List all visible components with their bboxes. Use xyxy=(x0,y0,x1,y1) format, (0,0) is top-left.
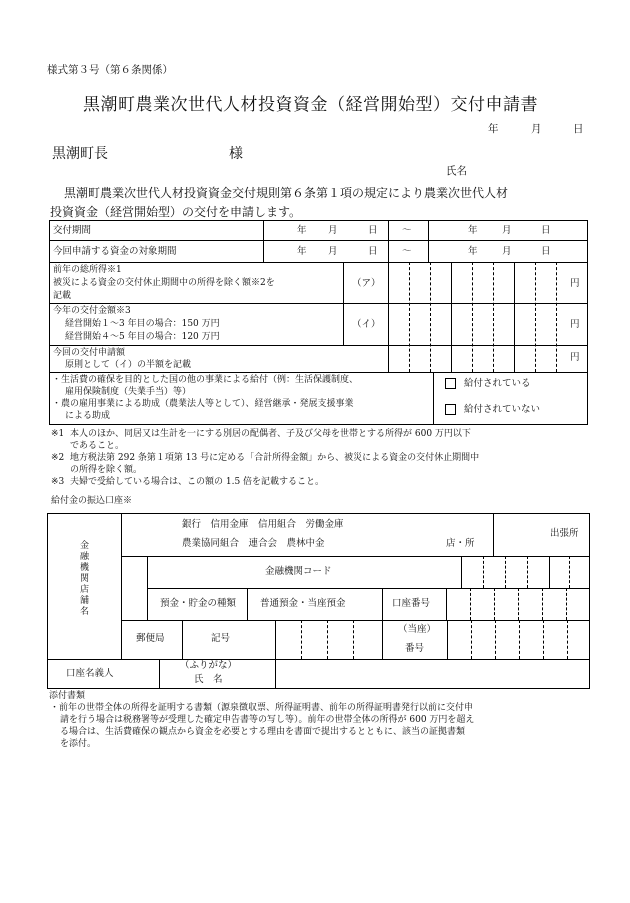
sub-branch-label: 出張所 xyxy=(550,528,579,539)
note2-text: 地方税法第 292 条第１項第 13 号に定める「合計所得金額」から、被災による資金の交付休止期間中 xyxy=(70,453,480,463)
prev-income-sub2: 記載 xyxy=(53,291,72,301)
row-label-period: 交付期間 xyxy=(53,225,92,236)
checkbox-icon[interactable] xyxy=(445,378,456,389)
body-text-line1: 黒潮町農業次世代人材投資資金交付規則第６条第１項の規定により農業次世代人材 xyxy=(64,186,509,200)
note1-text2: であること。 xyxy=(70,441,125,451)
target-start-day: 日 xyxy=(368,246,378,257)
request-label: 今回の交付申請額 xyxy=(53,348,126,358)
branch-label: 店・所 xyxy=(446,538,475,549)
account-number-label: 口座番号 xyxy=(392,598,431,609)
form-number: 様式第３号（第６条関係） xyxy=(47,64,173,76)
date-day-label: 日 xyxy=(573,123,584,135)
form-title: 黒潮町農業次世代人材投資資金（経営開始型）交付申請書 xyxy=(83,95,538,115)
note2-mark: ※2 xyxy=(51,453,65,463)
holder-name-label: 氏 名 xyxy=(194,674,223,685)
date-year-label: 年 xyxy=(488,123,499,135)
target-end-day: 日 xyxy=(541,246,551,257)
note1-mark: ※1 xyxy=(51,429,65,439)
yen-a: 円 xyxy=(570,278,580,289)
option-received-label: 給付されている xyxy=(464,378,531,389)
period-end-year: 年 xyxy=(468,225,478,236)
addressee-name: 黒潮町長 xyxy=(52,146,108,162)
symbol-label: 記号 xyxy=(211,633,231,644)
note2-text2: の所得を除く額。 xyxy=(70,465,143,475)
bank-code-label: 金融機関コード xyxy=(265,566,332,577)
applicant-name-label: 氏名 xyxy=(446,165,467,177)
request-sub: 原則として（イ）の半額を記載 xyxy=(65,360,192,370)
benefit-line2: 雇用保険制度（失業手当）等） xyxy=(65,387,192,397)
period-end-month: 月 xyxy=(502,225,512,236)
target-end-year: 年 xyxy=(468,246,478,257)
deposit-type-options[interactable]: 普通預金・当座預金 xyxy=(260,598,346,609)
period-end-day: 日 xyxy=(541,225,551,236)
account-holder-label: 口座名義人 xyxy=(66,668,114,679)
benefit-line4: による助成 xyxy=(65,411,111,421)
date-month-label: 月 xyxy=(531,123,542,135)
this-year-label: 今年の交付金額※3 xyxy=(53,306,131,316)
post-office-label: 郵便局 xyxy=(136,633,165,644)
option-not-received[interactable] xyxy=(445,404,540,416)
furigana-label: （ふりがな） xyxy=(180,660,238,671)
target-end-month: 月 xyxy=(502,246,512,257)
yen-i: 円 xyxy=(570,319,580,330)
attachments-line2: 請を行う場合は税務署等が受理した確定申告書等の写し等）。前年の世帯全体の所得が 600 万円を超え xyxy=(60,715,475,725)
this-year-case1: 経営開始１～3 年目の場合：150 万円 xyxy=(65,319,220,329)
bank-types-line1: 銀行 信用金庫 信用組合 労働金庫 xyxy=(182,519,344,530)
note3-mark: ※3 xyxy=(51,477,65,487)
number-label: 番号 xyxy=(405,643,425,654)
target-tilde: ～ xyxy=(402,246,412,257)
benefit-line1: ・生活費の確保を目的とした国の他の事業による給付（例：生活保護制度、 xyxy=(52,375,359,385)
period-start-day: 日 xyxy=(368,225,378,236)
attachments-line4: を添付。 xyxy=(60,739,97,749)
addressee-honorific: 様 xyxy=(229,146,243,162)
mark-a: （ア） xyxy=(352,278,381,289)
body-text-line2: 投資資金（経営開始型）の交付を申請します。 xyxy=(50,205,302,219)
benefit-line3: ・農の雇用事業による助成（農業法人等として）、経営継承・発展支援事業 xyxy=(52,399,354,409)
attachments-line1: ・前年の世帯全体の所得を証明する書類（源泉徴収票、所得証明書、前年の所得証明書発行以前に交付申 xyxy=(50,703,474,713)
this-year-case2: 経営開始４～5 年目の場合：120 万円 xyxy=(65,332,220,342)
mark-i: （イ） xyxy=(352,319,381,330)
bank-types-line2: 農業協同組合 連合会 農林中金 xyxy=(182,538,325,549)
yen-request: 円 xyxy=(570,352,580,363)
note3-text: 夫婦で受給している場合は、この額の 1.5 倍を記載すること。 xyxy=(70,477,325,487)
row-label-target-period: 今回申請する資金の対象期間 xyxy=(53,246,177,257)
attachments-heading: 添付書類 xyxy=(49,691,86,701)
bank-vertical-label: 金融機関店舗名 xyxy=(78,540,88,617)
option-not-received-label: 給付されていない xyxy=(464,404,541,415)
target-start-month: 月 xyxy=(328,246,338,257)
touza-label: （当座） xyxy=(398,624,437,635)
period-start-month: 月 xyxy=(328,225,338,236)
target-start-year: 年 xyxy=(297,246,307,257)
prev-income-label: 前年の総所得※1 xyxy=(53,265,122,275)
period-start-year: 年 xyxy=(297,225,307,236)
period-tilde: ～ xyxy=(402,225,412,236)
note1-text: 本人のほか、同居又は生計を一にする別居の配偶者、子及び父母を世帯とする所得が 600 万円以下 xyxy=(70,429,471,439)
option-received[interactable] xyxy=(445,378,531,390)
checkbox-icon[interactable] xyxy=(445,404,456,415)
deposit-type-label: 預金・貯金の種類 xyxy=(160,598,237,609)
bank-heading: 給付金の振込口座※ xyxy=(51,496,133,506)
prev-income-sub: 被災による資金の交付休止期間中の所得を除く額※2を xyxy=(53,278,275,288)
attachments-line3: る場合は、生活費確保の観点から資金を必要とする理由を書面で提出するとともに、該当の証拠書類 xyxy=(60,727,466,737)
